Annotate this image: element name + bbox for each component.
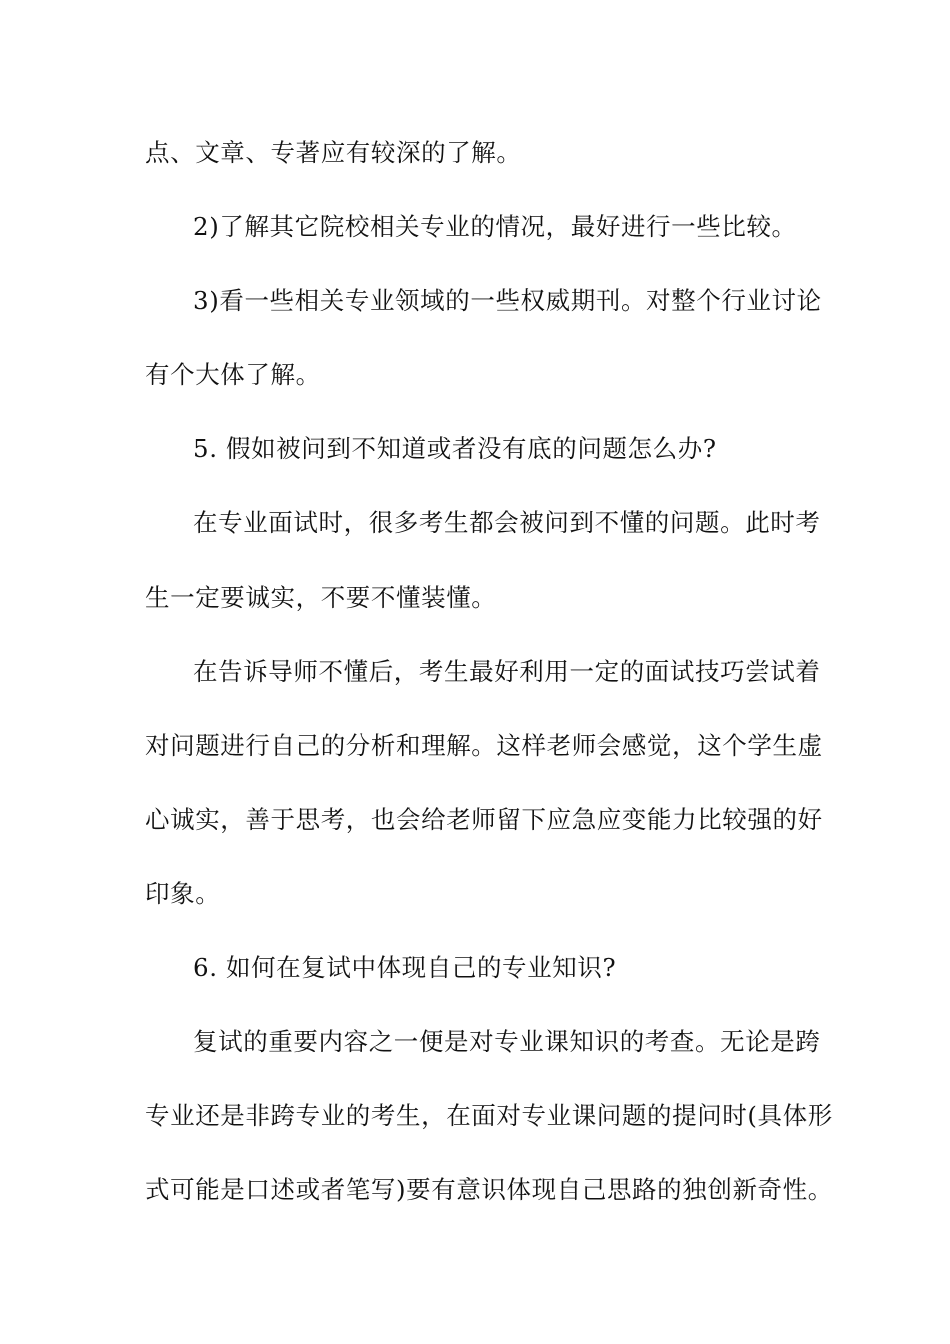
list-item-2: 2)了解其它院校相关专业的情况，最好进行一些比较。: [193, 212, 797, 241]
paragraph-line: 在专业面试时，很多考生都会被问到不懂的问题。此时考: [193, 508, 821, 537]
question-heading-6: 6. 如何在复试中体现自己的专业知识?: [193, 953, 617, 982]
paragraph-line: 对问题进行自己的分析和理解。这样老师会感觉，这个学生虚: [145, 731, 823, 760]
paragraph-line: 在告诉导师不懂后，考生最好利用一定的面试技巧尝试着: [193, 657, 821, 686]
text-line-continuation: 有个大体了解。: [145, 360, 321, 389]
paragraph-line: 印象。: [145, 879, 221, 908]
paragraph-line: 式可能是口述或者笔写)要有意识体现自己思路的独创新奇性。: [145, 1175, 833, 1204]
paragraph-line: 复试的重要内容之一便是对专业课知识的考查。无论是跨: [193, 1027, 821, 1056]
list-item-3: 3)看一些相关专业领域的一些权威期刊。对整个行业讨论: [193, 286, 822, 315]
question-heading-5: 5. 假如被问到不知道或者没有底的问题怎么办?: [193, 434, 717, 463]
paragraph-line: 心诚实，善于思考，也会给老师留下应急应变能力比较强的好: [145, 805, 823, 834]
paragraph-line: 专业还是非跨专业的考生，在面对专业课问题的提问时(具体形: [145, 1101, 833, 1130]
paragraph-line: 生一定要诚实，不要不懂装懂。: [145, 583, 497, 612]
text-line-1: 点、文章、专著应有较深的了解。: [145, 138, 522, 167]
